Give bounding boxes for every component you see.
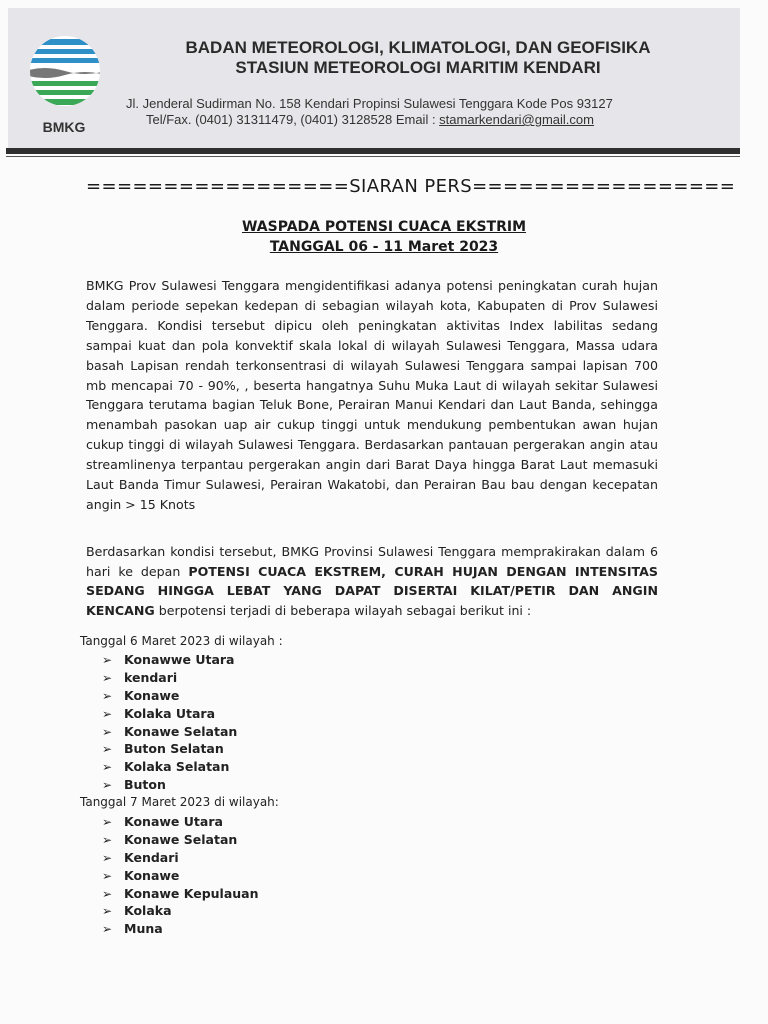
list-item — [102, 867, 259, 885]
logo-text: BMKG — [42, 119, 86, 135]
region-name: Kolaka Selatan — [124, 759, 230, 775]
paragraph-forecast-emphasis: POTENSI CUACA EKSTREM, CURAH HUJAN DENGAN INTENSITAS SEDANG HINGGA LEBAT YANG DAPAT DISERTAI KILAT/PETIR DAN ANGIN KENCANG — [86, 563, 658, 618]
region-name: Kendari — [124, 849, 179, 865]
arrow-bullet-icon: ➢ — [102, 724, 113, 739]
arrow-bullet-icon: ➢ — [102, 922, 113, 937]
list-item — [102, 776, 237, 794]
list-item — [102, 669, 237, 687]
region-name: Konawe Selatan — [124, 831, 238, 847]
paragraph-forecast — [86, 542, 658, 620]
letterhead-divider-thin — [6, 156, 740, 157]
forecast-day-label: Tanggal 7 Maret 2023 di wilayah: — [80, 795, 279, 809]
paragraph-forecast-intro: Berdasarkan kondisi tersebut, BMKG Provinsi Sulawesi Tenggara memprakirakan dalam 6 hari ke depan — [86, 544, 658, 579]
region-name: Konawe Selatan — [124, 723, 238, 739]
region-name: Buton Selatan — [124, 741, 224, 757]
region-list — [102, 813, 259, 938]
forecast-day-label: Tanggal 6 Maret 2023 di wilayah : — [80, 634, 283, 648]
arrow-bullet-icon: ➢ — [102, 815, 113, 829]
region-name: Kolaka — [124, 903, 172, 919]
region-name: kendari — [124, 669, 178, 685]
region-name: Buton — [124, 777, 166, 793]
list-item — [102, 902, 259, 920]
list-item — [102, 849, 259, 867]
region-name: Konawe — [124, 867, 180, 883]
list-item — [102, 705, 237, 723]
arrow-bullet-icon: ➢ — [102, 670, 113, 685]
arrow-bullet-icon: ➢ — [102, 868, 113, 883]
arrow-bullet-icon: ➢ — [102, 904, 113, 919]
arrow-bullet-icon: ➢ — [102, 886, 113, 901]
region-name: Muna — [124, 921, 163, 937]
arrow-bullet-icon: ➢ — [102, 778, 113, 793]
paragraph-analysis: BMKG Prov Sulawesi Tenggara mengidentifikasi adanya potensi peningkatan curah hujan dalam periode sepekan kedepan di sebagian wilayah kota, Kabupaten di Prov Sulawesi Tenggara. Kondisi tersebut dipicu oleh peningkatan aktivitas Index labilitas sedang sampai kuat dan pola konvektif skala lokal di wilayah Sulawesi Tenggara, Massa udara basah Lapisan rendah terkonsentrasi di wilayah Sulawesi Tenggara sampai lapisan 700 mb mencapai 70 - 90%, , beserta hangatnya Suhu Muka Laut di wilayah sekitar Sulawesi Tenggara terutama bagian Teluk Bone, Perairan Manui Kendari dan Laut Banda, sehingga menambah pasokan uap air cukup tinggi untuk mendukung pembentukan awan hujan cukup tinggi di wilayah Sulawesi Tenggara. Berdasarkan pantauan pergerakan angin atau streamlinenya terpantau pergerakan angin dari Barat Daya hingga Barat Laut memasuki Laut Banda Timur Sulawesi, Perairan Wakatobi, dan Perairan Bau bau dengan kecepatan angin > 15 Knots — [86, 278, 658, 512]
list-item — [102, 920, 259, 938]
contact-line — [146, 112, 594, 127]
list-item — [102, 813, 259, 831]
list-item — [102, 831, 259, 849]
region-name: Konawe Kepulauan — [124, 885, 259, 901]
station-name: STASIUN METEOROLOGI MARITIM KENDARI — [235, 58, 601, 77]
region-name: Konawe — [124, 687, 180, 703]
region-name: Konawwe Utara — [124, 652, 235, 667]
list-item — [102, 723, 237, 741]
list-item — [102, 740, 237, 758]
region-name: Konawe Utara — [124, 814, 223, 829]
arrow-bullet-icon: ➢ — [102, 760, 113, 775]
paragraph-forecast-outro: berpotensi terjadi di beberapa wilayah sebagai berikut ini : — [154, 602, 532, 618]
date-range-title: TANGGAL 06 - 11 Maret 2023 — [269, 239, 499, 255]
arrow-bullet-icon: ➢ — [102, 742, 113, 757]
arrow-bullet-icon: ➢ — [102, 653, 113, 667]
list-item — [102, 758, 237, 776]
list-item — [102, 651, 237, 669]
address: Jl. Jenderal Sudirman No. 158 Kendari Propinsi Sulawesi Tenggara Kode Pos 93127 — [126, 96, 613, 111]
list-item — [102, 885, 259, 903]
letterhead-divider-thick — [6, 148, 740, 154]
list-item — [102, 687, 237, 705]
arrow-bullet-icon: ➢ — [102, 706, 113, 721]
letterhead — [8, 8, 740, 148]
arrow-bullet-icon: ➢ — [102, 832, 113, 847]
contact-phone: Tel/Fax. (0401) 31311479, (0401) 3128528 Email : — [146, 112, 440, 127]
arrow-bullet-icon: ➢ — [102, 688, 113, 703]
organization-name: BADAN METEOROLOGI, KLIMATOLOGI, DAN GEOFISIKA — [185, 38, 651, 57]
region-list — [102, 651, 237, 794]
email-link[interactable]: stamarkendari@gmail.com — [439, 112, 594, 127]
arrow-bullet-icon: ➢ — [102, 850, 113, 865]
region-name: Kolaka Utara — [124, 705, 216, 721]
warning-title: WASPADA POTENSI CUACA EKSTRIM — [241, 219, 527, 235]
press-release-heading: =================SIARAN PERS================= — [86, 176, 736, 197]
